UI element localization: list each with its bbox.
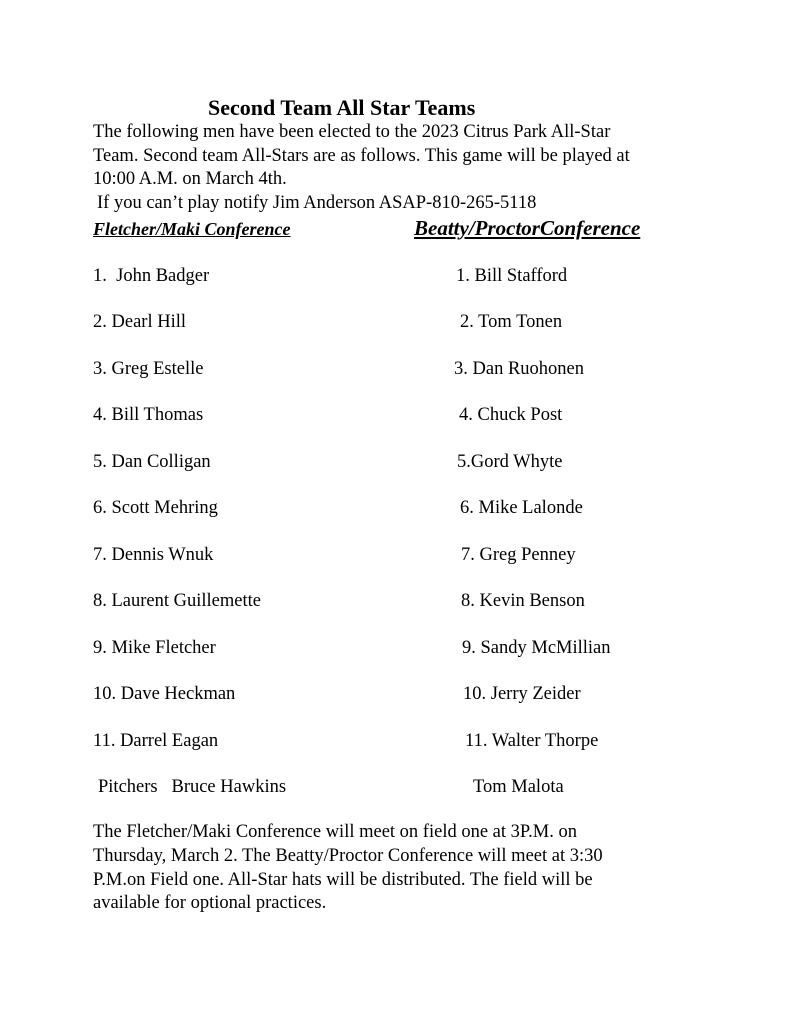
left-roster-item: 11. Darrel Eagan [93,731,219,751]
closing-line: Thursday, March 2. The Beatty/Proctor Conference will meet at 3:30 [93,845,603,866]
right-roster-item: 11. Walter Thorpe [465,731,599,751]
document-title: Second Team All Star Teams [208,95,476,120]
left-roster-item: 4. Bill Thomas [93,405,204,425]
left-roster-item: 7. Dennis Wnuk [93,545,214,565]
notify-line: If you can’t play notify Jim Anderson ASAP-810-265-5118 [97,192,537,213]
intro-line: 10:00 A.M. on March 4th. [93,169,287,189]
left-roster-item: 10. Dave Heckman [93,684,236,704]
left-roster-item: 5. Dan Colligan [93,452,211,472]
closing-line: P.M.on Field one. All-Star hats will be distributed. The field will be [93,869,593,890]
left-roster-item: 3. Greg Estelle [93,359,204,379]
right-roster-item: 9. Sandy McMillian [462,638,611,658]
right-roster-item: 5.Gord Whyte [457,452,563,472]
closing-paragraph [93,821,713,916]
intro-paragraph [93,121,733,215]
left-roster-item: 1. John Badger [93,266,210,286]
right-roster-item: 1. Bill Stafford [456,266,568,286]
right-roster-item: 7. Greg Penney [461,545,576,565]
right-roster-item: 3. Dan Ruohonen [454,359,584,379]
closing-line: The Fletcher/Maki Conference will meet on field one at 3P.M. on [93,822,577,842]
right-roster-item: 2. Tom Tonen [460,312,563,332]
left-pitcher: Pitchers Bruce Hawkins [98,777,287,797]
left-roster-item: 8. Laurent Guillemette [93,591,261,611]
closing-line: available for optional practices. [93,893,327,914]
right-pitcher: Tom Malota [473,777,564,797]
right-roster-item: 8. Kevin Benson [461,591,585,611]
left-conference-heading: Fletcher/Maki Conference [93,219,291,239]
right-conference-heading: Beatty/ProctorConference [414,216,641,240]
right-roster-item: 10. Jerry Zeider [463,684,581,704]
right-roster-item: 6. Mike Lalonde [460,498,583,518]
intro-line: Team. Second team All-Stars are as follows. This game will be played at [93,145,630,166]
left-roster-item: 6. Scott Mehring [93,498,218,518]
left-roster-item: 9. Mike Fletcher [93,638,216,658]
right-roster-item: 4. Chuck Post [459,405,563,425]
left-roster-item: 2. Dearl Hill [93,312,186,332]
intro-line: The following men have been elected to the 2023 Citrus Park All-Star [93,122,611,142]
